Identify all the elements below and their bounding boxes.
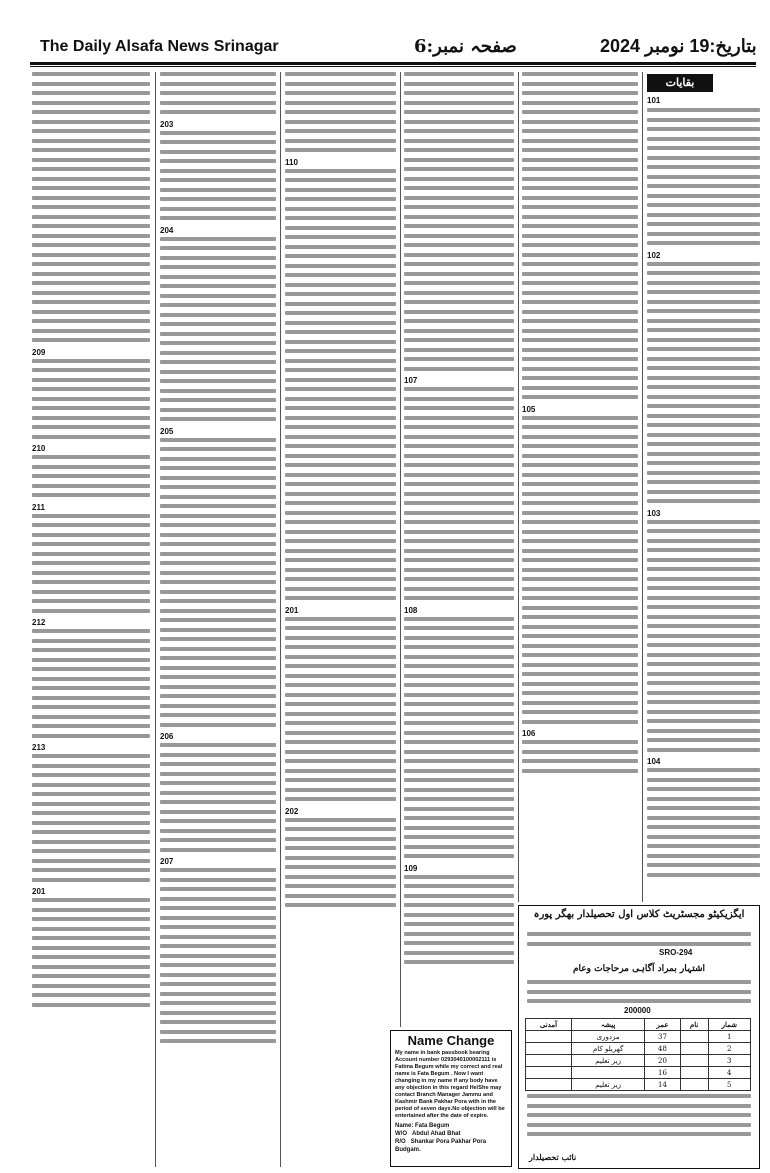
table-cell <box>680 1067 708 1079</box>
table-cell: 2 <box>708 1043 750 1055</box>
text-block <box>32 898 150 1007</box>
ad-body <box>527 1094 751 1142</box>
column-divider <box>518 72 519 902</box>
item-number: 102 <box>647 250 661 260</box>
text-block <box>404 72 514 371</box>
item-number: 207 <box>160 857 174 866</box>
item-number: 212 <box>32 618 46 627</box>
table-cell: 1 <box>708 1031 750 1043</box>
news-column <box>285 72 396 1027</box>
table-cell: زیر تعلیم <box>571 1055 644 1067</box>
news-column <box>404 72 514 1027</box>
table-header-row <box>526 1019 751 1031</box>
notice-body: My name in bank passbook bearing Account number 0293040100002111 is Fatima Begum while my correct and real name is Fata Begum . Now I want changing in my name if any body have any objection in this regard He/She may contact Branch Manager Jammu and Kashmir Bank Pakhar Pora with in the period of seven days.No objection will be entertained after the date of expire. <box>395 1050 505 1119</box>
item-number: 104 <box>647 757 661 766</box>
text-block <box>32 359 150 439</box>
ad-body <box>527 980 751 1009</box>
text-block <box>160 131 276 221</box>
item-number: 105 <box>522 404 536 414</box>
value: Fata Begum <box>415 1123 450 1129</box>
value: Shankar Pora Pakhar Pora Budgam. <box>395 1139 487 1153</box>
table-cell <box>571 1067 644 1079</box>
notice-name-row <box>391 1122 511 1130</box>
label: R/O <box>395 1139 406 1145</box>
item-number: 204 <box>160 225 174 235</box>
text-block <box>32 455 150 497</box>
table-cell <box>680 1079 708 1091</box>
table-cell: 4 <box>708 1067 750 1079</box>
item-number: 106 <box>522 729 536 738</box>
text-block <box>160 743 276 852</box>
text-block <box>404 387 514 600</box>
notice-ro-row <box>391 1138 511 1154</box>
item-number: 110 <box>285 157 298 167</box>
column-divider <box>642 72 643 902</box>
item-number: 109 <box>404 863 418 873</box>
news-column <box>160 72 276 1167</box>
item-number: 101 <box>647 96 661 105</box>
value: Abdul Ahad Bhat <box>412 1131 461 1137</box>
item-number: 202 <box>285 806 299 816</box>
news-column <box>647 108 760 938</box>
item-number: 203 <box>160 119 174 129</box>
text-block <box>32 72 150 342</box>
table-cell <box>680 1055 708 1067</box>
text-block <box>404 617 514 859</box>
text-block <box>32 514 150 613</box>
table-cell <box>526 1055 572 1067</box>
item-number: 211 <box>32 502 45 512</box>
table-cell <box>526 1079 572 1091</box>
table-cell: مزدوری <box>571 1031 644 1043</box>
masthead-rule-thin <box>30 66 756 67</box>
table-cell: 5 <box>708 1079 750 1091</box>
table-cell <box>526 1043 572 1055</box>
issue-date: بتاریخ:19 نومبر 2024 <box>600 36 757 56</box>
item-number: 213 <box>32 743 46 752</box>
ad-amount: 200000 <box>624 1006 651 1015</box>
table-cell: 14 <box>645 1079 680 1091</box>
table-cell <box>526 1067 572 1079</box>
table-row <box>526 1067 751 1079</box>
table-cell: گھریلو کام <box>571 1043 644 1055</box>
text-block <box>32 629 150 738</box>
item-number: 206 <box>160 732 174 741</box>
item-number: 103 <box>647 508 661 518</box>
item-number: 108 <box>404 605 418 615</box>
text-block <box>647 262 760 504</box>
text-block <box>160 438 276 727</box>
text-block <box>285 617 396 802</box>
item-number: 210 <box>32 444 46 453</box>
table-header: نام <box>680 1019 708 1031</box>
notice-wo-row <box>391 1130 511 1138</box>
table-cell: 37 <box>645 1031 680 1043</box>
section-header: بقایات <box>647 74 713 92</box>
name-change-notice <box>390 1030 512 1167</box>
news-column <box>522 72 638 902</box>
text-block <box>160 237 276 422</box>
newspaper-name: The Daily Alsafa News Srinagar <box>40 38 279 55</box>
page-number: صفحہ نمبر:6 <box>414 36 517 57</box>
item-number: 201 <box>285 605 299 615</box>
masthead <box>0 0 770 58</box>
ad-signature: نائب تحصیلدار <box>529 1152 577 1162</box>
text-block <box>404 875 514 965</box>
table-row <box>526 1043 751 1055</box>
table-cell: 20 <box>645 1055 680 1067</box>
text-block <box>647 520 760 752</box>
table-row <box>526 1031 751 1043</box>
table-row <box>526 1055 751 1067</box>
text-block <box>160 868 276 1043</box>
table-header: پیشہ <box>571 1019 644 1031</box>
public-notice-ad <box>518 905 760 1169</box>
text-block <box>32 754 150 882</box>
text-block <box>647 108 760 245</box>
table-cell <box>680 1043 708 1055</box>
label: Name: <box>395 1123 414 1129</box>
table-cell: 3 <box>708 1055 750 1067</box>
text-block <box>160 72 276 114</box>
notice-title: Name Change <box>407 1033 495 1048</box>
ad-ref: SRO-294 <box>659 948 693 957</box>
label: W/O <box>395 1131 407 1137</box>
ad-table <box>525 1018 751 1091</box>
column-divider <box>280 72 281 1167</box>
text-block <box>285 169 396 601</box>
text-block <box>285 72 396 152</box>
column-divider <box>400 72 401 1027</box>
item-number: 201 <box>32 887 46 896</box>
news-column <box>32 72 150 1167</box>
ad-body <box>527 932 751 951</box>
item-number: 107 <box>404 376 418 385</box>
table-cell: زیر تعلیم <box>571 1079 644 1091</box>
text-block <box>647 768 760 877</box>
table-header: آمدنی <box>526 1019 572 1031</box>
column-divider <box>155 72 156 1167</box>
ad-subtitle: اشتہار بمراد آگاہی مرحاجات وعام <box>572 964 706 974</box>
table-cell: 16 <box>645 1067 680 1079</box>
text-block <box>522 740 638 773</box>
text-block <box>522 72 638 399</box>
masthead-rule <box>30 62 756 65</box>
table-row <box>526 1079 751 1091</box>
text-block <box>522 416 638 724</box>
table-header: شمار <box>708 1019 750 1031</box>
text-block <box>285 818 396 908</box>
item-number: 205 <box>160 426 174 436</box>
ad-title: ایگزیکیٹو مجسٹریٹ کلاس اول تحصیلدار بھگر پورہ <box>533 909 745 920</box>
table-cell <box>680 1031 708 1043</box>
table-cell: 48 <box>645 1043 680 1055</box>
table-header: عمر <box>645 1019 680 1031</box>
table-cell <box>526 1031 572 1043</box>
item-number: 209 <box>32 347 46 357</box>
